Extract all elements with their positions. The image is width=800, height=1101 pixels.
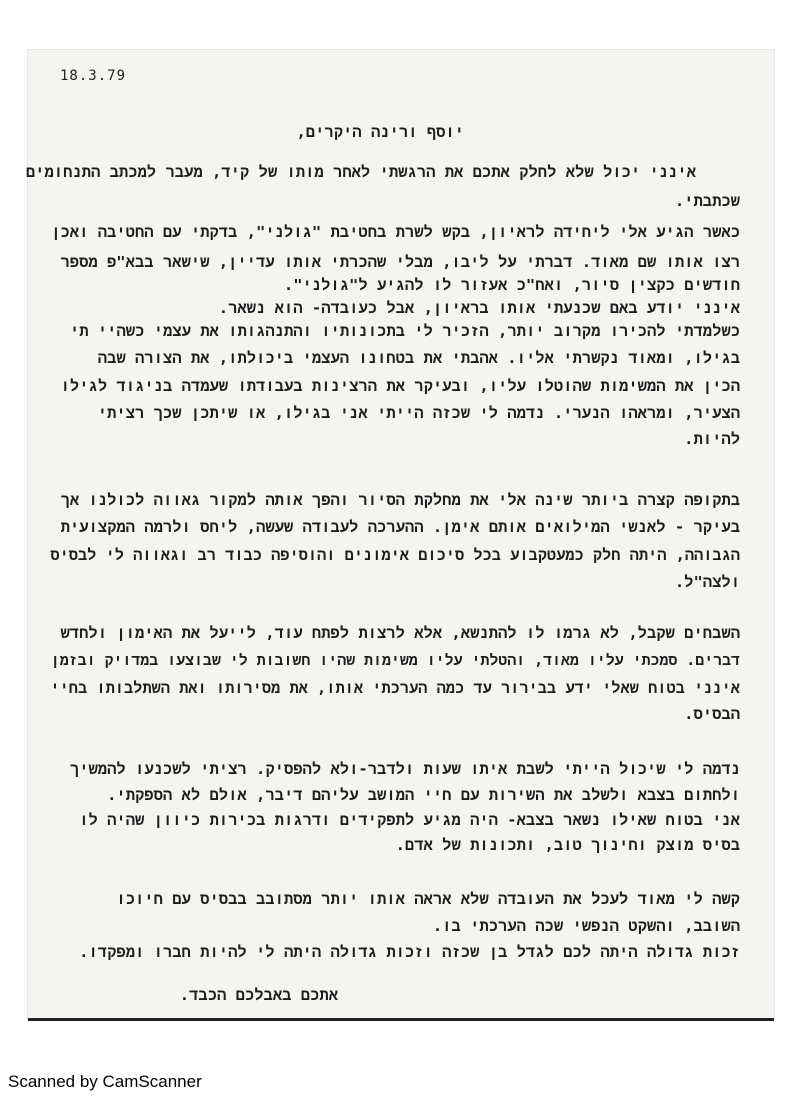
letter-date: 18.3.79: [60, 68, 127, 84]
letter-line: כאשר הגיע אלי ליחידה לראיון, בקש לשרת בחטיבת "גולני", בדקתי עם החטיבה ואכן: [51, 223, 740, 241]
letter-line: חודשים כקצין סיור, ואח"כ אעזור לו להגיע ל"גולני".: [283, 275, 740, 294]
letter-line: בגילו, ומאוד נקשרתי אליו. אהבתי את בטחונו העצמי ביכולתו, את הצורה שבה: [97, 348, 740, 367]
letter-line: דברים. סמכתי עליו מאוד, והטלתי עליו משימות שהיו חשובות לי שבוצעו במדויק ובזמן: [50, 650, 740, 669]
letter-line: אינני בטוח שאלי ידע בבירור עד כמה הערכתי אותו, את מסירותו ואת השתלבותו בחיי: [50, 678, 740, 697]
letter-line: הכין את המשימות שהוטלו עליו, ובעיקר את הרצינות בעבודתו שעמדה בניגוד לגילו: [60, 376, 740, 395]
letter-line: ולצה"ל.: [674, 573, 740, 591]
letter-line: אינני יכול שלא לחלק אתכם את הרגשתי לאחר מותו של קיד, מעבר למכתב התנחומים: [25, 162, 696, 181]
letter-line: הגבוהה, היתה חלק כמעטקבוע בכל סיכום אימונים והוסיפה כבוד רב וגאווה לי לבסיס: [50, 546, 740, 565]
letter-line: רצו אותו שם מאוד. דברתי על ליבו, מבלי שהכרתי אותו עדיין, שישאר בבא"פ מספר: [60, 252, 740, 271]
letter-line: בתקופה קצרה ביותר שינה אלי את מחלקת הסיור והפך אותה למקור גאווה לכולנו אך: [60, 490, 740, 509]
letter-line: ולחתום בצבא ולשלב את השירות עם חיי המושב עליהם דיבר, אולם לא הספקתי.: [107, 786, 740, 804]
letter-line: בעיקר - לאנשי המילואים אותם אימן. ההערכה לעבודה שעשה, ליחס ולרמה המקצועית: [60, 518, 740, 537]
scanner-watermark: Scanned by CamScanner: [8, 1072, 202, 1091]
letter-line: הבסיס.: [684, 705, 740, 724]
letter-line: להיות.: [684, 430, 740, 449]
letter-line: בסיס מוצק וחינוך טוב, ותכונות של אדם.: [395, 836, 740, 854]
letter-line: קשה לי מאוד לעכל את העובדה שלא אראה אותו יותר מסתובב בבסיס עם חיוכו: [116, 889, 740, 908]
letter-line: אני בטוח שאילו נשאר בצבא- היה מגיע לתפקידים ודרגות בכירות כיוון שהיה לו: [79, 811, 740, 829]
letter-line: נדמה לי שיכול הייתי לשבת איתו שעות ולדבר-ולא להפסיק. רציתי לשכנעו להמשיך: [69, 760, 740, 779]
letter-line: כשלמדתי להכירו מקרוב יותר, הזכיר לי בתכונותיו והתנהגותו את עצמי כשהיי תי: [69, 322, 740, 341]
letter-line: זכות גדולה היתה לכם לגדל בן שכזה וזכות גדולה היתה לי להיות חברו ומפקדו.: [79, 943, 740, 962]
letter-closing: אתכם באבלכם הכבד.: [179, 986, 338, 1004]
page-bottom-edge: [28, 1018, 774, 1021]
letter-line: שכתבתי.: [674, 192, 740, 211]
letter-line: השובב, והשקט הנפשי שכה הערכתי בו.: [432, 916, 740, 935]
letter-line: אינני יודע באם שכנעתי אותו בראיון, אבל כעובדה- הוא נשאר.: [218, 298, 740, 317]
letter-line: הצעיר, ומראהו הנערי. נדמה לי שכזה הייתי אני בגילו, או שיתכן שכך רציתי: [97, 403, 740, 422]
letter-greeting: יוסף ורינה היקרים,: [296, 123, 464, 141]
letter-line: השבחים שקבל, לא גרמו לו להתנשא, אלא לרצות לפתח עוד, לייעל את האימון ולחדש: [60, 623, 740, 642]
